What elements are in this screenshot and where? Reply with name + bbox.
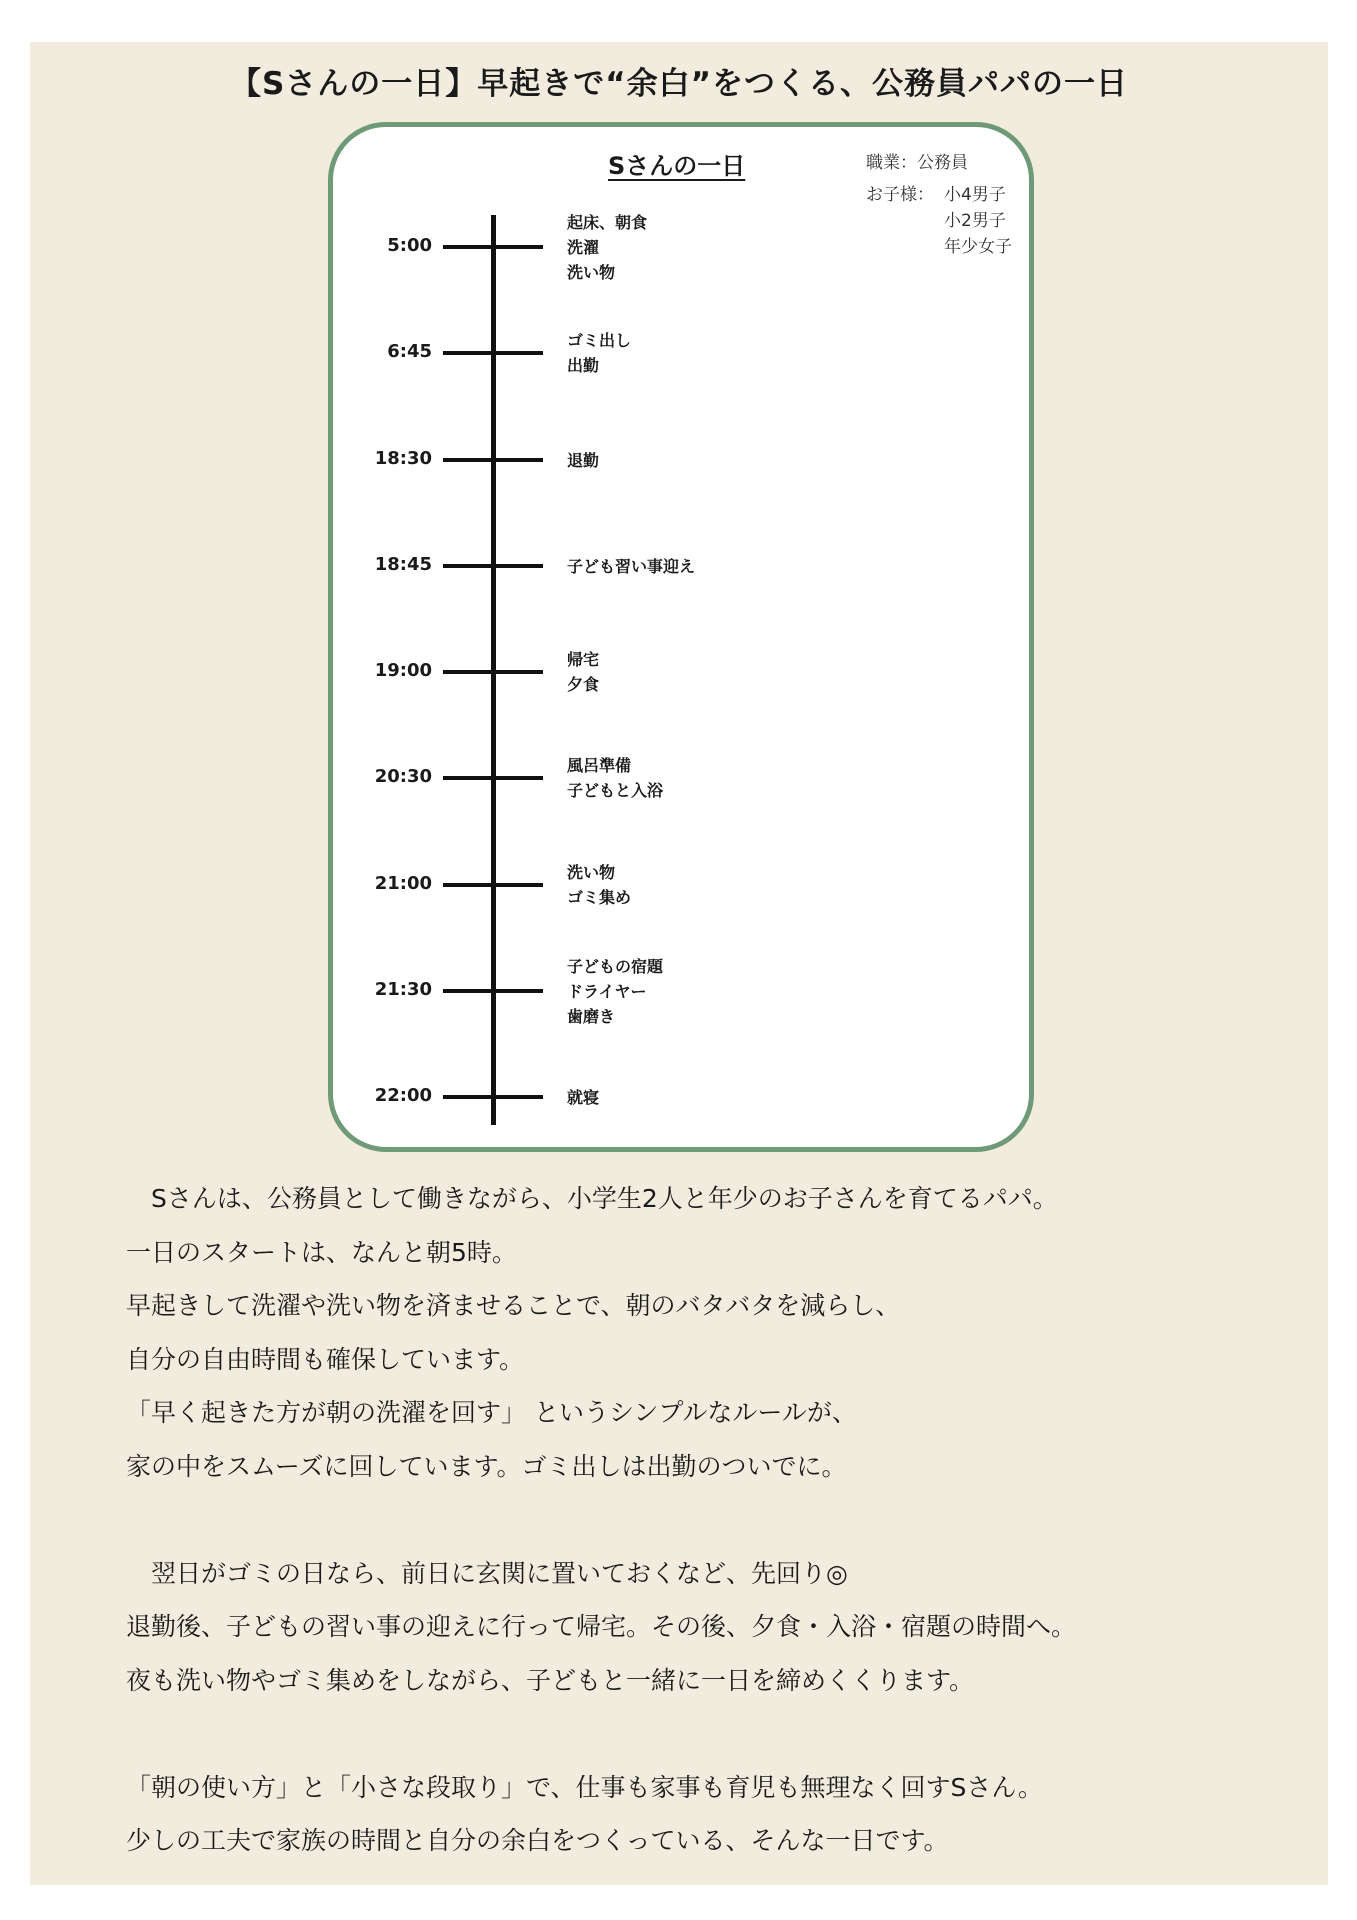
timeline-time: 5:00 <box>387 235 432 256</box>
timeline-activities <box>567 448 599 473</box>
timeline-time: 18:45 <box>374 554 432 575</box>
occupation-label: 職業：公務員 <box>866 153 968 173</box>
timeline-activities <box>567 554 695 579</box>
timeline-time: 19:00 <box>374 660 432 681</box>
timeline-activity: 洗濯 <box>567 238 600 257</box>
timeline-tick <box>443 1095 543 1099</box>
timeline-activity: 起床、朝食 <box>567 213 648 232</box>
timeline-activities <box>567 860 631 910</box>
timeline-activity: 子どもの宿題 <box>567 957 664 976</box>
timeline-activity: 退勤 <box>567 451 600 470</box>
timeline-tick <box>443 883 543 887</box>
timeline-activity: 洗い物 <box>567 863 616 882</box>
timeline-activity: 出勤 <box>567 356 600 375</box>
timeline-activity: 風呂準備 <box>567 756 632 775</box>
article-body <box>126 1172 1256 1868</box>
body-paragraph-line: 早起きして洗濯や洗い物を済ませることで、朝のバタバタを減らし、 <box>126 1291 901 1320</box>
timeline-activities <box>567 1085 599 1110</box>
timeline-activities <box>567 647 599 697</box>
timeline-activity: 歯磨き <box>567 1007 616 1026</box>
page-title: 【Sさんの一日】早起きで“余白”をつくる、公務員パパの一日 <box>229 66 1129 102</box>
timeline-tick <box>443 351 543 355</box>
timeline-tick <box>443 670 543 674</box>
timeline-activities <box>567 954 663 1029</box>
timeline-activity: ゴミ集め <box>567 888 632 907</box>
body-paragraph-line: 少しの工夫で家族の時間と自分の余白をつくっている、そんな一日です。 <box>126 1826 949 1855</box>
body-paragraph-line: Sさんは、公務員として働きながら、小学生2人と年少のお子さんを育てるパパ。 <box>126 1184 1058 1213</box>
timeline-title: Sさんの一日 <box>608 152 746 180</box>
timeline-time: 20:30 <box>374 766 432 787</box>
timeline-tick <box>443 989 543 993</box>
timeline-activity: 子ども習い事迎え <box>567 557 696 576</box>
timeline-activity: 洗い物 <box>567 263 616 282</box>
timeline-activities <box>567 753 663 803</box>
timeline-tick <box>443 245 543 249</box>
timeline-activity: ゴミ出し <box>567 331 632 350</box>
body-paragraph-line: 翌日がゴミの日なら、前日に玄関に置いておくなど、先回り◎ <box>126 1558 848 1588</box>
body-paragraph-line: 退勤後、子どもの習い事の迎えに行って帰宅。その後、夕食・入浴・宿題の時間へ。 <box>126 1612 1077 1641</box>
timeline-activities <box>567 328 631 378</box>
paragraph-gap <box>126 1707 1256 1761</box>
timeline-activity: 夕食 <box>567 675 600 694</box>
timeline-time: 6:45 <box>387 341 432 362</box>
timeline-card <box>328 122 1034 1152</box>
timeline-time: 18:30 <box>374 448 432 469</box>
body-paragraph-line: 「早く起きた方が朝の洗濯を回す」 というシンプルなルールが、 <box>126 1398 857 1427</box>
body-paragraph-line: 夜も洗い物やゴミ集めをしながら、子どもと一緒に一日を締めくくります。 <box>126 1665 975 1695</box>
body-paragraph-line: 家の中をスムーズに回しています。ゴミ出しは出勤のついでに。 <box>126 1451 847 1481</box>
child-item: 小4男子 <box>944 185 1006 205</box>
timeline-tick <box>443 458 543 462</box>
children-label: お子様： <box>866 185 934 205</box>
timeline-tick <box>443 776 543 780</box>
timeline-time: 22:00 <box>374 1085 432 1106</box>
timeline-activity: ドライヤー <box>567 982 647 1001</box>
timeline-activities <box>567 210 647 285</box>
paragraph-gap <box>126 1493 1256 1547</box>
body-paragraph-line: 「朝の使い方」と「小さな段取り」で、仕事も家事も育児も無理なく回すSさん。 <box>126 1772 1043 1802</box>
child-item: 小2男子 <box>944 211 1006 231</box>
body-paragraph-line: 一日のスタートは、なんと朝5時。 <box>126 1237 517 1267</box>
timeline-activity: 就寝 <box>567 1088 600 1107</box>
timeline-tick <box>443 564 543 568</box>
child-item: 年少女子 <box>944 237 1012 257</box>
timeline-activity: 子どもと入浴 <box>567 781 664 800</box>
body-paragraph-line: 自分の自由時間も確保しています。 <box>126 1344 525 1374</box>
timeline-time: 21:30 <box>374 979 432 1000</box>
timeline-time: 21:00 <box>374 873 432 894</box>
timeline-activity: 帰宅 <box>567 650 600 669</box>
